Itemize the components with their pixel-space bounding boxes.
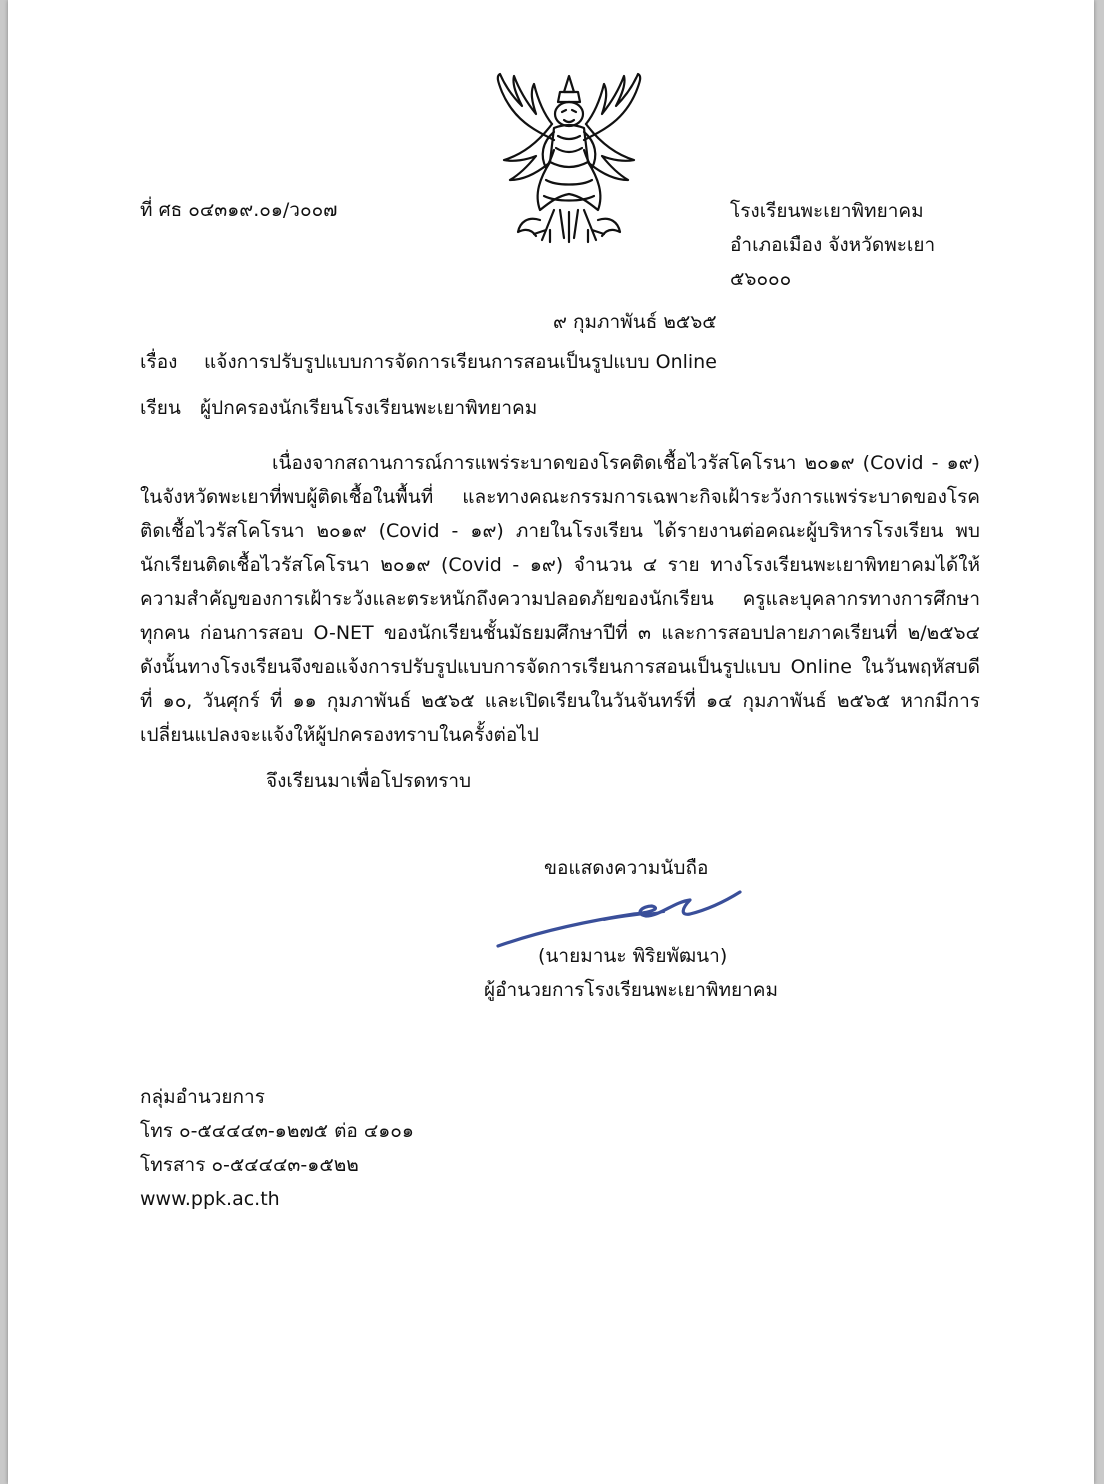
recipient-label: เรียน — [140, 397, 181, 419]
footer-fax: โทรสาร ๐-๕๔๔๔๓-๑๕๒๒ — [140, 1154, 359, 1176]
subject-label: เรื่อง — [140, 351, 178, 373]
footer-phone: โทร ๐-๕๔๔๔๓-๑๒๗๕ ต่อ ๔๑๐๑ — [140, 1120, 414, 1142]
reference-number: ที่ ศธ ๐๔๓๑๙.๐๑/ว๐๐๗ — [140, 199, 338, 221]
sender-address-line2: อำเภอเมือง จังหวัดพะเยา — [730, 234, 936, 256]
closing-statement: จึงเรียนมาเพื่อโปรดทราบ — [266, 770, 472, 792]
recipient-text: ผู้ปกครองนักเรียนโรงเรียนพะเยาพิทยาคม — [200, 397, 538, 419]
sender-address — [730, 194, 935, 296]
regards-text: ขอแสดงความนับถือ — [544, 857, 709, 879]
signer-name: (นายมานะ พิริยพัฒนา) — [538, 945, 728, 967]
sender-address-line3: ๕๖๐๐๐ — [730, 268, 792, 290]
letter-date: ๙ กุมภาพันธ์ ๒๕๖๕ — [553, 311, 717, 333]
garuda-emblem-icon — [484, 70, 654, 246]
letter-body: เนื่องจากสถานการณ์การแพร่ระบาดของโรคติดเชื้อไวรัสโคโรนา ๒๐๑๙ (Covid - ๑๙) ในจังหวัดพะเยาที่พบผู้ติดเชื้อในพื้นที่ และทางคณะกรรมการเฉพาะกิจเฝ้าระวังการแพร่ระบาดของโรคติดเชื้อไวรัสโคโรนา ๒๐๑๙ (Covid - ๑๙) ภายในโรงเรียน ได้รายงานต่อคณะผู้บริหารโรงเรียน พบนักเรียนติดเชื้อไวรัสโคโรนา ๒๐๑๙ (Covid - ๑๙) จำนวน ๔ ราย ทางโรงเรียนพะเยาพิทยาคมได้ให้ความสำคัญของการเฝ้าระวังและตระหนักถึงความปลอดภัยของนักเรียน ครูและบุคลากรทางการศึกษาทุกคน ก่อนการสอบ O-NET ของนักเรียนชั้นมัธยมศึกษาปีที่ ๓ และการสอบปลายภาคเรียนที่ ๒/๒๕๖๔ ดังนั้นทางโรงเรียนจึงขอแจ้งการปรับรูปแบบการจัดการเรียนการสอนเป็นรูปแบบ Online ในวันพฤหัสบดี ที่ ๑๐, วันศุกร์ ที่ ๑๑ กุมภาพันธ์ ๒๕๖๕ และเปิดเรียนในวันจันทร์ที่ ๑๔ กุมภาพันธ์ ๒๕๖๕ หากมีการเปลี่ยนแปลงจะแจ้งให้ผู้ปกครองทราบในครั้งต่อไป — [140, 452, 980, 746]
footer-contact — [140, 1080, 414, 1216]
signer-title: ผู้อำนวยการโรงเรียนพะเยาพิทยาคม — [484, 979, 778, 1001]
subject-text: แจ้งการปรับรูปแบบการจัดการเรียนการสอนเป็นรูปแบบ Online — [204, 351, 717, 373]
letter-page — [8, 0, 1094, 1484]
footer-department: กลุ่มอำนวยการ — [140, 1086, 265, 1108]
sender-address-line1: โรงเรียนพะเยาพิทยาคม — [730, 200, 924, 222]
footer-website: www.ppk.ac.th — [140, 1188, 280, 1210]
